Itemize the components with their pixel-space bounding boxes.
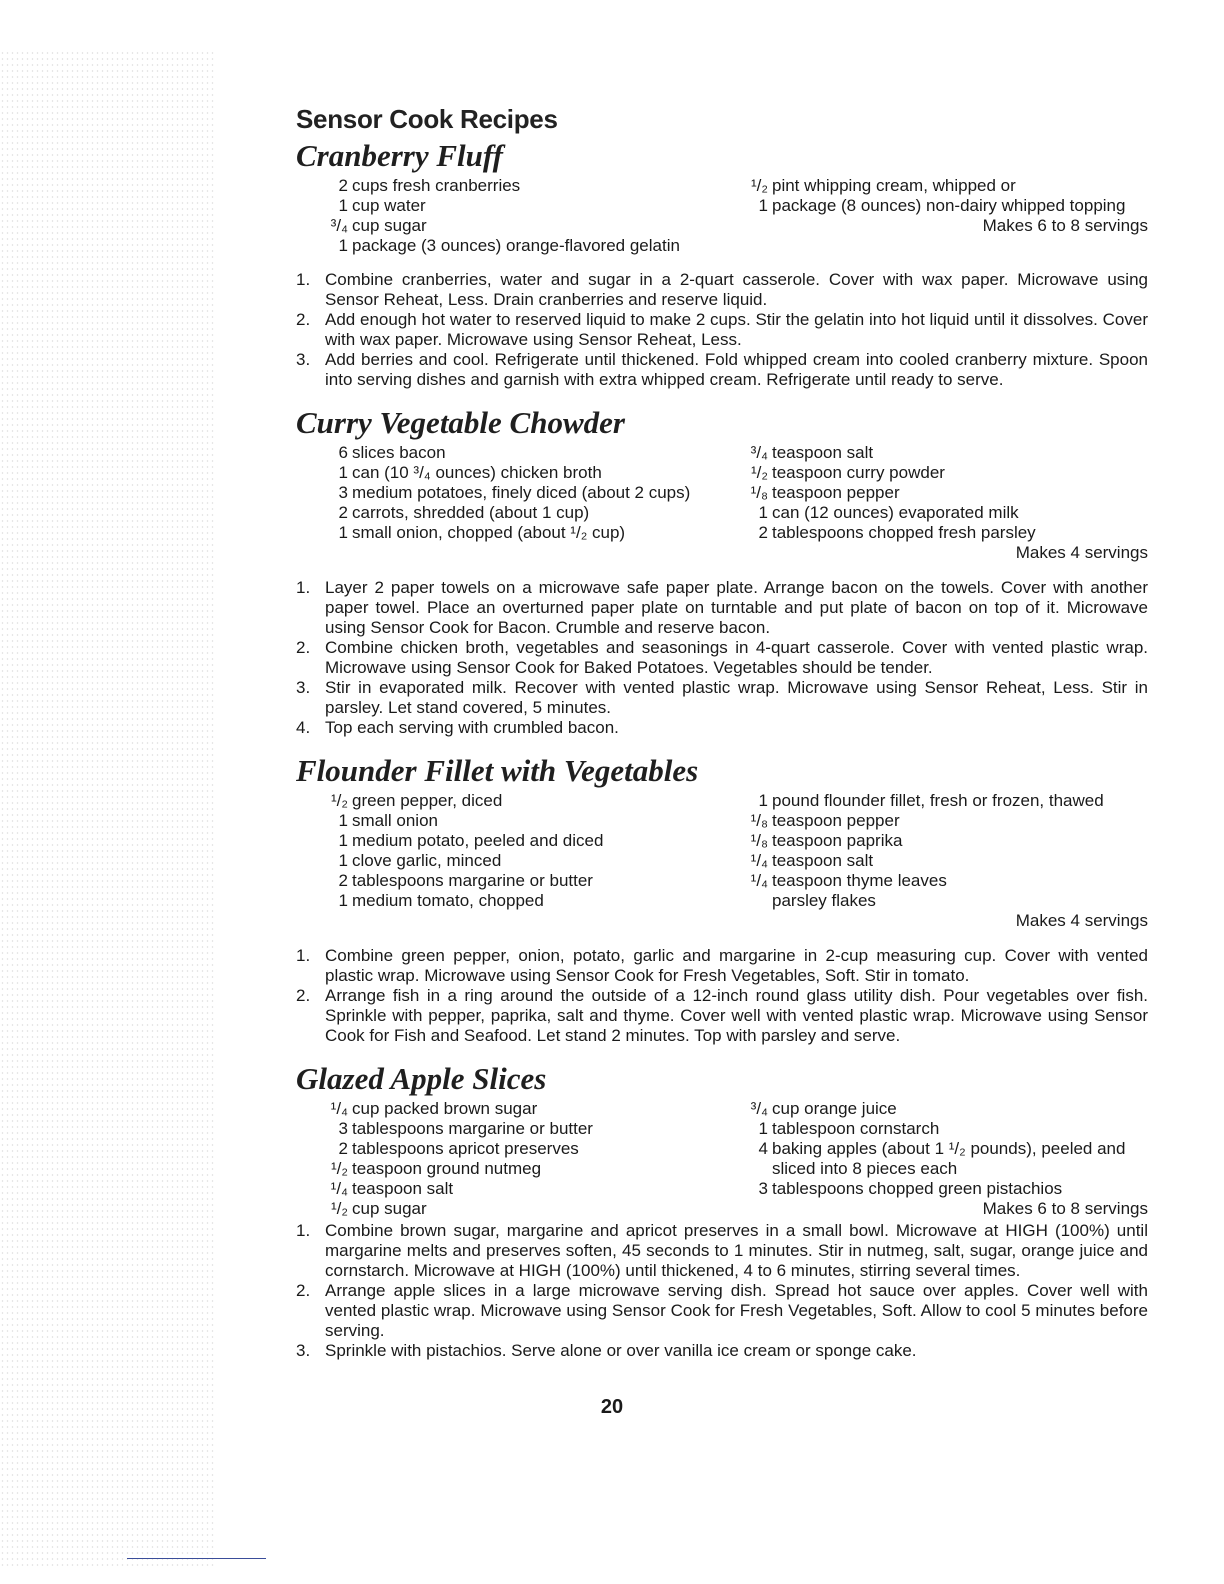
ingredient: 1 tablespoon cornstarch [758,1119,940,1138]
ingredient: 1 package (3 ounces) orange-flavored gelatin [338,236,680,255]
scan-speckle [0,50,215,1570]
step: 1. Combine cranberries, water and sugar in a 2-quart casserole. Cover with wax paper. Microwave using Sensor Reheat, Less. Drain cranberries and reserve liquid. [296,270,1148,309]
recipe-page [296,100,1148,1361]
ingredient: ³/₄ cup sugar [330,216,427,235]
ingredients-left [296,791,722,931]
ingredient: 1 small onion [338,811,438,830]
ingredient: 6 slices bacon [338,443,446,462]
ingredient: ¹/₂ pint whipping cream, whipped or [751,176,1016,195]
page-number: 20 [600,1396,624,1418]
recipe-glazed-apple-slices [296,1060,1148,1361]
ingredients-right [742,443,1148,563]
ingredient: parsley flakes [772,891,876,910]
step: 3. Sprinkle with pistachios. Serve alone or over vanilla ice cream or sponge cake. [296,1341,917,1360]
ingredients [296,791,1148,931]
recipe-title: Cranberry Fluff [296,138,503,173]
ingredient: 1 clove garlic, minced [338,851,502,870]
ingredient: sliced into 8 pieces each [772,1159,958,1178]
ingredients-left [296,443,722,563]
ingredient: ¹/₄ teaspoon thyme leaves [750,871,947,890]
ingredient: ¹/₂ cup sugar [331,1199,427,1218]
ingredient: 2 tablespoons apricot preserves [338,1139,579,1158]
ingredient: ³/₄ teaspoon salt [750,443,874,462]
ingredient: ¹/₄ teaspoon salt [750,851,874,870]
ingredients [296,1099,1148,1219]
ingredient: 4 baking apples (about 1 ¹/₂ pounds), peeled and [758,1139,1126,1158]
ingredient: 3 tablespoons chopped green pistachios [758,1179,1063,1198]
recipe-title: Flounder Fillet with Vegetables [296,753,699,788]
steps [296,270,1148,390]
ingredients-right [742,1099,1148,1219]
step: 1. Layer 2 paper towels on a microwave safe paper plate. Arrange bacon on the towels. Cover with another paper towel. Place an overturned paper plate on turntable and put plate of bacon on top of it. Microwave using Sensor Cook for Bacon. Crumble and reserve bacon. [296,578,1148,637]
steps [296,946,1148,1046]
ingredient: ³/₄ cup orange juice [750,1099,897,1118]
ingredient: ¹/₈ teaspoon pepper [750,811,900,830]
recipe-cranberry-fluff [296,137,1148,390]
ingredient: ¹/₈ teaspoon pepper [750,483,900,502]
step: 3. Stir in evaporated milk. Recover with vented plastic wrap. Microwave using Sensor Reheat, Less. Stir in parsley. Let stand covered, 5 minutes. [296,678,1148,717]
ingredient: 3 tablespoons margarine or butter [338,1119,593,1138]
recipe-flounder-fillet [296,752,1148,1046]
ingredient: ¹/₄ cup packed brown sugar [330,1099,538,1118]
ingredient: 1 can (12 ounces) evaporated milk [758,503,1019,522]
ingredient: 1 medium tomato, chopped [338,891,544,910]
step: 4. Top each serving with crumbled bacon. [296,718,619,737]
ingredient: 2 tablespoons chopped fresh parsley [758,523,1036,542]
step: 2. Arrange fish in a ring around the outside of a 12-inch round glass utility dish. Pour vegetables over fish. Sprinkle with pepper, paprika, salt and thyme. Cover well with vented plastic wrap. Microwave using Sensor Cook for Fish and Seafood. Let stand 2 minutes. Top with parsley and serve. [296,986,1148,1045]
ingredients [296,176,1148,256]
ingredient: ¹/₂ teaspoon ground nutmeg [331,1159,542,1178]
servings: Makes 4 servings [1015,911,1148,930]
step: 2. Arrange apple slices in a large microwave serving dish. Spread hot sauce over apples. Cover well with vented plastic wrap. Microwave using Sensor Cook for Fresh Vegetables, Soft. Allow to cool 5 minutes before serving. [296,1281,1148,1340]
ingredient: 1 package (8 ounces) non-dairy whipped topping [758,196,1126,215]
step: 1. Combine green pepper, onion, potato, garlic and margarine in 2-cup measuring cup. Cover with vented plastic wrap. Microwave using Sensor Cook for Fresh Vegetables, Soft. Stir in tomato. [296,946,1148,985]
bottom-divider [127,1558,266,1559]
ingredients-right [742,791,1148,931]
recipe-title: Curry Vegetable Chowder [296,405,625,440]
step: 2. Add enough hot water to reserved liquid to make 2 cups. Stir the gelatin into hot liquid until it dissolves. Cover with wax paper. Microwave using Sensor Reheat, Less. [296,310,1148,349]
servings: Makes 6 to 8 servings [982,216,1148,235]
section-title: Sensor Cook Recipes [296,104,558,134]
steps [296,578,1148,738]
steps [296,1221,1148,1361]
ingredient: 1 cup water [338,196,426,215]
recipe-title: Glazed Apple Slices [296,1061,547,1096]
servings: Makes 6 to 8 servings [982,1199,1148,1218]
ingredient: ¹/₂ green pepper, diced [331,791,503,810]
ingredient: 2 cups fresh cranberries [338,176,521,195]
recipe-curry-vegetable-chowder [296,404,1148,738]
ingredient: 2 tablespoons margarine or butter [338,871,593,890]
step: 3. Add berries and cool. Refrigerate until thickened. Fold whipped cream into cooled cranberry mixture. Spoon into serving dishes and garnish with extra whipped cream. Refrigerate until ready to serve. [296,350,1148,389]
ingredient: 1 small onion, chopped (about ¹/₂ cup) [338,523,626,542]
ingredient: ¹/₈ teaspoon paprika [750,831,903,850]
ingredients-right [742,176,1148,256]
ingredient: 1 medium potato, peeled and diced [338,831,604,850]
ingredients-left [296,176,722,256]
step: 2. Combine chicken broth, vegetables and seasonings in 4-quart casserole. Cover with vented plastic wrap. Microwave using Sensor Cook for Baked Potatoes. Vegetables should be tender. [296,638,1148,677]
ingredient: ¹/₂ teaspoon curry powder [751,463,945,482]
ingredient: 3 medium potatoes, finely diced (about 2 cups) [338,483,691,502]
servings: Makes 4 servings [1015,543,1148,562]
ingredients [296,443,1148,563]
ingredients-left [296,1099,722,1219]
ingredient: 1 pound flounder fillet, fresh or frozen, thawed [758,791,1104,810]
step: 1. Combine brown sugar, margarine and apricot preserves in a small bowl. Microwave at HIGH (100%) until margarine melts and preserves soften, 45 seconds to 1 minutes. Stir in nutmeg, salt, sugar, orange juice and cornstarch. Microwave at HIGH (100%) until thickened, 4 to 6 minutes, stirring several times. [296,1221,1148,1280]
ingredient: 1 can (10 ³/₄ ounces) chicken broth [338,463,602,482]
ingredient: 2 carrots, shredded (about 1 cup) [338,503,590,522]
ingredient: ¹/₄ teaspoon salt [330,1179,454,1198]
